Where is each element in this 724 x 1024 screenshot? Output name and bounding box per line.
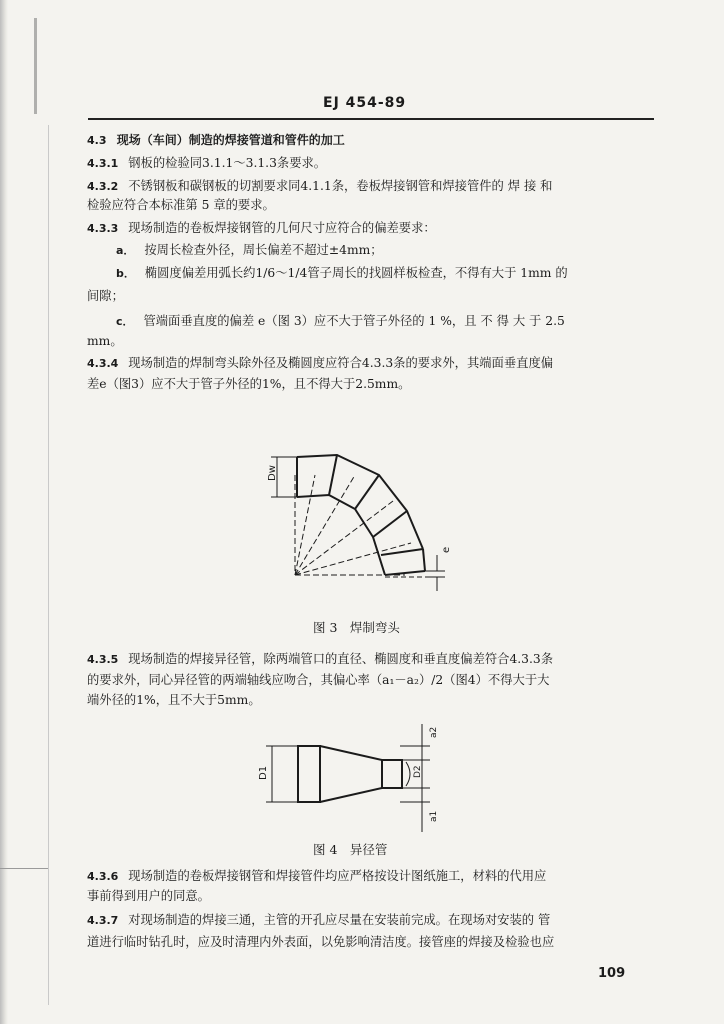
clause-text: 现场制造的卷板焊接钢管的几何尺寸应符合的偏差要求： — [128, 221, 436, 235]
figure-3-caption: 图 3 焊制弯头 — [313, 620, 400, 635]
side-line — [0, 868, 48, 869]
figure-4-caption: 图 4 异径管 — [313, 842, 388, 857]
clause-4-3-3-c-line-1 — [116, 313, 653, 330]
clause-text: 钢板的检验同3.1.1～3.1.3条要求。 — [128, 156, 327, 170]
clause-4-3-2-line-2: 检验应符合本标准第 5 章的要求。 — [87, 198, 275, 212]
label-d2: D2 — [413, 765, 423, 778]
radial-line-2 — [295, 501, 393, 575]
reducer-small-end — [382, 760, 402, 788]
clause-text: 不锈钢板和碳钢板的切割要求同4.1.1条，卷板焊接钢管和焊接管件的 焊 接 和 — [128, 179, 553, 193]
reducer-cone-bottom — [320, 788, 382, 802]
section-title-text: 现场（车间）制造的焊接管道和管件的加工 — [116, 133, 345, 147]
clause-4-3-5-line-2: 的要求外，同心异径管的两端轴线应吻合，其偏心率（a₁－a₂）/2（图4）不得大于大 — [87, 673, 550, 687]
clause-text: 对现场制造的焊接三通，主管的开孔应尽量在安装前完成。在现场对安装的 管 — [128, 913, 551, 927]
label-a1: a1 — [429, 810, 439, 822]
scan-edge — [0, 0, 8, 1024]
clause-4-3-4-line-1 — [87, 355, 653, 372]
section-title — [87, 132, 653, 149]
elbow-seam-1 — [329, 455, 337, 495]
elbow-bottom-edge — [423, 549, 425, 571]
clause-number: 4.3.3 — [87, 222, 119, 235]
margin-line — [48, 125, 49, 1005]
radial-line-3 — [295, 543, 411, 575]
clause-4-3-3 — [87, 220, 653, 237]
clause-4-3-6-line-2: 事前得到用户的同意。 — [87, 889, 210, 903]
clause-number: 4.3.1 — [87, 157, 119, 170]
clause-4-3-3-a — [116, 242, 653, 259]
page-header: EJ 454-89 — [323, 95, 407, 111]
radial-line-1 — [295, 475, 355, 575]
reducer-cone-top — [320, 746, 382, 760]
item-text: 管端面垂直度的偏差 e（图 3）应不大于管子外径的 1 %，且 不 得 大 于 2.5 — [143, 314, 565, 328]
clause-text: 现场制造的卷板焊接钢管和焊接管件均应严格按设计图纸施工，材料的代用应 — [128, 869, 547, 883]
elbow-seam-3 — [373, 511, 407, 537]
clause-4-3-1 — [87, 155, 653, 172]
item-text: 椭圆度偏差用弧长约1/6～1/4管子周长的找圆样板检查，不得有大于 1mm 的 — [144, 266, 568, 280]
clause-4-3-3-c-line-2: mm。 — [87, 334, 123, 348]
elbow-seam-2 — [355, 475, 379, 509]
clause-4-3-7-line-1 — [87, 912, 653, 929]
reducer-large-end — [298, 746, 320, 802]
clause-number: 4.3.4 — [87, 357, 119, 370]
section-number: 4.3 — [87, 134, 107, 147]
clause-4-3-4-line-2: 差e（图3）应不大于管子外径的1%，且不得大于2.5mm。 — [87, 377, 411, 391]
clause-text: 现场制造的焊接异径管，除两端管口的直径、椭圆度和垂直度偏差符合4.3.3条 — [128, 652, 554, 666]
clause-4-3-3-b-line-2: 间隙； — [87, 289, 124, 303]
clause-4-3-5-line-1 — [87, 651, 653, 668]
clause-number: 4.3.6 — [87, 870, 119, 883]
label-dw: Dw — [267, 465, 278, 481]
elbow-end-face-bottom — [385, 571, 425, 575]
figure-4-reducer — [250, 718, 450, 838]
clause-4-3-2-line-1 — [87, 178, 653, 195]
clause-4-3-6-line-1 — [87, 868, 653, 885]
label-a2: a2 — [429, 726, 439, 738]
d2-bracket — [406, 762, 410, 786]
clause-number: 4.3.2 — [87, 180, 119, 193]
clause-number: 4.3.7 — [87, 914, 119, 927]
item-mark: c． — [116, 315, 134, 328]
clause-4-3-5-line-3: 端外径的1%，且不大于5mm。 — [87, 693, 261, 707]
scan-mark — [34, 18, 37, 114]
item-mark: a． — [116, 244, 135, 257]
label-e: e — [441, 546, 452, 553]
clause-4-3-3-b-line-1 — [116, 265, 653, 282]
clause-number: 4.3.5 — [87, 653, 119, 666]
figure-3-welded-elbow — [255, 445, 455, 605]
item-text: 按周长检查外径，周长偏差不超过±4mm； — [144, 243, 383, 257]
label-d1: D1 — [258, 765, 269, 780]
clause-text: 现场制造的焊制弯头除外径及椭圆度应符合4.3.3条的要求外，其端面垂直度偏 — [128, 356, 554, 370]
item-mark: b． — [116, 267, 135, 280]
page-number: 109 — [598, 966, 626, 981]
clause-4-3-7-line-2: 道进行临时钻孔时，应及时清理内外表面，以免影响清洁度。接管座的焊接及检验也应 — [87, 935, 555, 949]
header-rule — [88, 118, 654, 120]
